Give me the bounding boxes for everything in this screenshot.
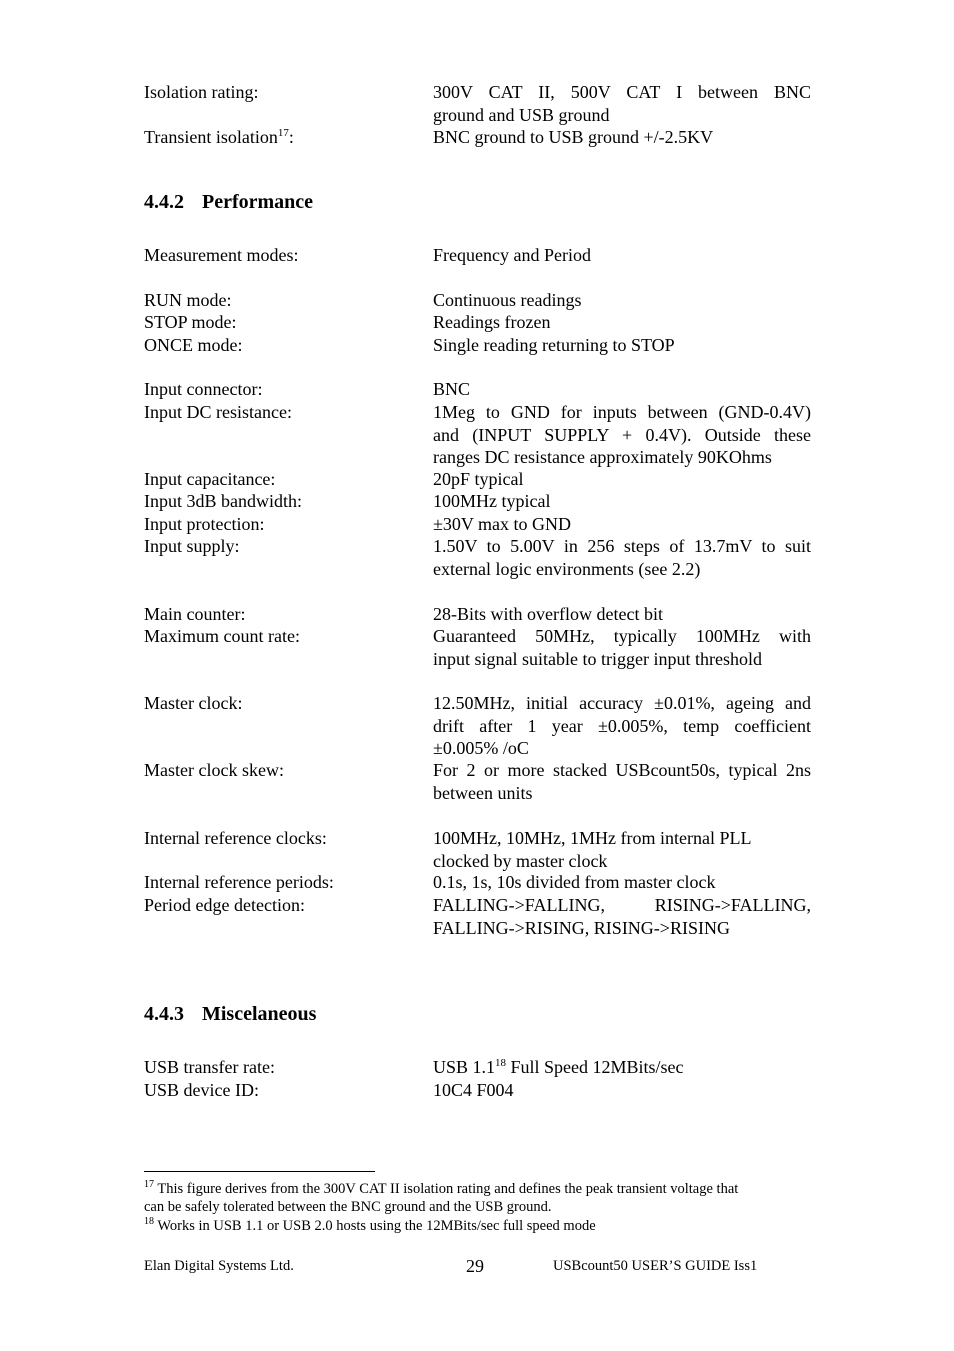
spec-label: Input DC resistance: [144, 402, 292, 422]
spec-value [433, 871, 811, 894]
spec-value [433, 1079, 811, 1102]
footnote-separator [144, 1171, 375, 1172]
spec-value-line: 12.50MHz, initial accuracy ±0.01%, ageing and [433, 693, 811, 713]
spec-value-line: between units [433, 782, 533, 803]
spec-label [144, 126, 429, 149]
spec-value [433, 1056, 811, 1079]
spec-label: Master clock skew: [144, 760, 284, 780]
spec-value [433, 603, 811, 626]
spec-value-line: 20pF typical [433, 469, 524, 489]
section-heading-performance [144, 191, 313, 214]
spec-value-line: Guaranteed 50MHz, typically 100MHz with [433, 626, 811, 646]
spec-value [433, 378, 811, 401]
spec-label: Input connector: [144, 379, 263, 399]
spec-label-text: Transient isolation [144, 127, 278, 147]
spec-value [433, 401, 811, 469]
spec-label: Maximum count rate: [144, 626, 300, 646]
spec-label: Input protection: [144, 514, 265, 534]
spec-value-line [433, 1056, 811, 1079]
spec-value-line: and (INPUT SUPPLY + 0.4V). Outside these [433, 424, 811, 445]
spec-label: Internal reference clocks: [144, 828, 327, 848]
footer-guide-title: USBcount50 USER’S GUIDE Iss1 [553, 1258, 758, 1274]
section-title: Miscelaneous [202, 1003, 317, 1025]
spec-label: Input capacitance: [144, 469, 276, 489]
usb-rate-text: USB 1.1 [433, 1057, 496, 1077]
spec-value [433, 894, 811, 939]
spec-value-line: drift after 1 year ±0.005%, temp coefficient [433, 715, 811, 736]
spec-value-line: ground and USB ground [433, 104, 610, 125]
spec-value-line: external logic environments (see 2.2) [433, 558, 701, 579]
usb-rate-text: Full Speed 12MBits/sec [506, 1057, 684, 1077]
spec-label: ONCE mode: [144, 335, 243, 355]
spec-value [433, 490, 811, 513]
spec-value [433, 468, 811, 491]
spec-value-line: 1Meg to GND for inputs between (GND-0.4V) [433, 402, 811, 422]
spec-value-line: FALLING->FALLING, RISING->FALLING, [433, 895, 811, 915]
footnote-mark: 17 [144, 1179, 154, 1190]
spec-label: Isolation rating: [144, 82, 259, 102]
footnote-18 [144, 1217, 814, 1235]
spec-value-line: ±30V max to GND [433, 514, 572, 534]
spec-label: Input supply: [144, 536, 240, 556]
footnote-text: Works in USB 1.1 or USB 2.0 hosts using the 12MBits/sec full speed mode [154, 1218, 596, 1234]
footnote-mark: 18 [144, 1216, 154, 1227]
spec-value-line: FALLING->RISING, RISING->RISING [433, 917, 730, 938]
section-heading-miscelaneous [144, 1003, 316, 1026]
spec-value-line: Frequency and Period [433, 245, 591, 265]
spec-value-line: Continuous readings [433, 290, 582, 310]
spec-value-line: 100MHz, 10MHz, 1MHz from internal PLL [433, 828, 752, 848]
spec-value-line: BNC ground to USB ground +/-2.5KV [433, 127, 714, 147]
spec-label: USB transfer rate: [144, 1057, 275, 1077]
spec-value-line: For 2 or more stacked USBcount50s, typical 2ns [433, 760, 811, 780]
footnote-text: This figure derives from the 300V CAT II isolation rating and defines the peak transient voltage that [154, 1181, 739, 1197]
spec-value-line: 28-Bits with overflow detect bit [433, 604, 663, 624]
spec-label: STOP mode: [144, 312, 237, 332]
spec-value [433, 126, 811, 149]
spec-value-line: 100MHz typical [433, 491, 551, 511]
spec-value [433, 334, 811, 357]
spec-value-line: Readings frozen [433, 312, 551, 332]
spec-value [433, 759, 811, 804]
section-number: 4.4.3 [144, 1003, 184, 1025]
spec-value [433, 625, 811, 670]
spec-value [433, 244, 811, 267]
section-title: Performance [202, 191, 314, 213]
spec-value-line: 0.1s, 1s, 10s divided from master clock [433, 872, 716, 892]
spec-label: USB device ID: [144, 1080, 259, 1100]
spec-value-line: 1.50V to 5.00V in 256 steps of 13.7mV to suit [433, 536, 811, 556]
spec-value-line: 10C4 F004 [433, 1080, 514, 1100]
spec-label: Main counter: [144, 604, 246, 624]
spec-label: Master clock: [144, 693, 243, 713]
spec-label: RUN mode: [144, 290, 232, 310]
spec-value-line: BNC [433, 379, 471, 399]
spec-value-line: ranges DC resistance approximately 90KOhms [433, 447, 772, 467]
spec-value [433, 513, 811, 536]
spec-label: Internal reference periods: [144, 872, 334, 892]
footnote-17 [144, 1180, 814, 1216]
spec-value-line: Single reading returning to STOP [433, 335, 675, 355]
spec-label: Period edge detection: [144, 895, 305, 915]
spec-value [433, 692, 811, 760]
spec-value-line: clocked by master clock [433, 850, 608, 871]
spec-value [433, 827, 811, 872]
spec-value [433, 535, 811, 580]
spec-label: Input 3dB bandwidth: [144, 491, 302, 511]
spec-value-line: 300V CAT II, 500V CAT I between BNC [433, 82, 811, 102]
section-number: 4.4.2 [144, 191, 184, 213]
spec-value-line: input signal suitable to trigger input threshold [433, 648, 762, 669]
page-number: 29 [466, 1256, 484, 1276]
spec-value-line: ±0.005% /oC [433, 738, 529, 758]
spec-value [433, 311, 811, 334]
spec-value [433, 289, 811, 312]
footer-company: Elan Digital Systems Ltd. [144, 1258, 294, 1274]
footnote-ref: 17 [277, 127, 289, 139]
footnote-ref: 18 [495, 1057, 507, 1069]
spec-value [433, 81, 811, 126]
spec-label-colon: : [288, 127, 294, 147]
footnote-text: can be safely tolerated between the BNC ground and the USB ground. [144, 1199, 552, 1215]
spec-label: Measurement modes: [144, 245, 299, 265]
